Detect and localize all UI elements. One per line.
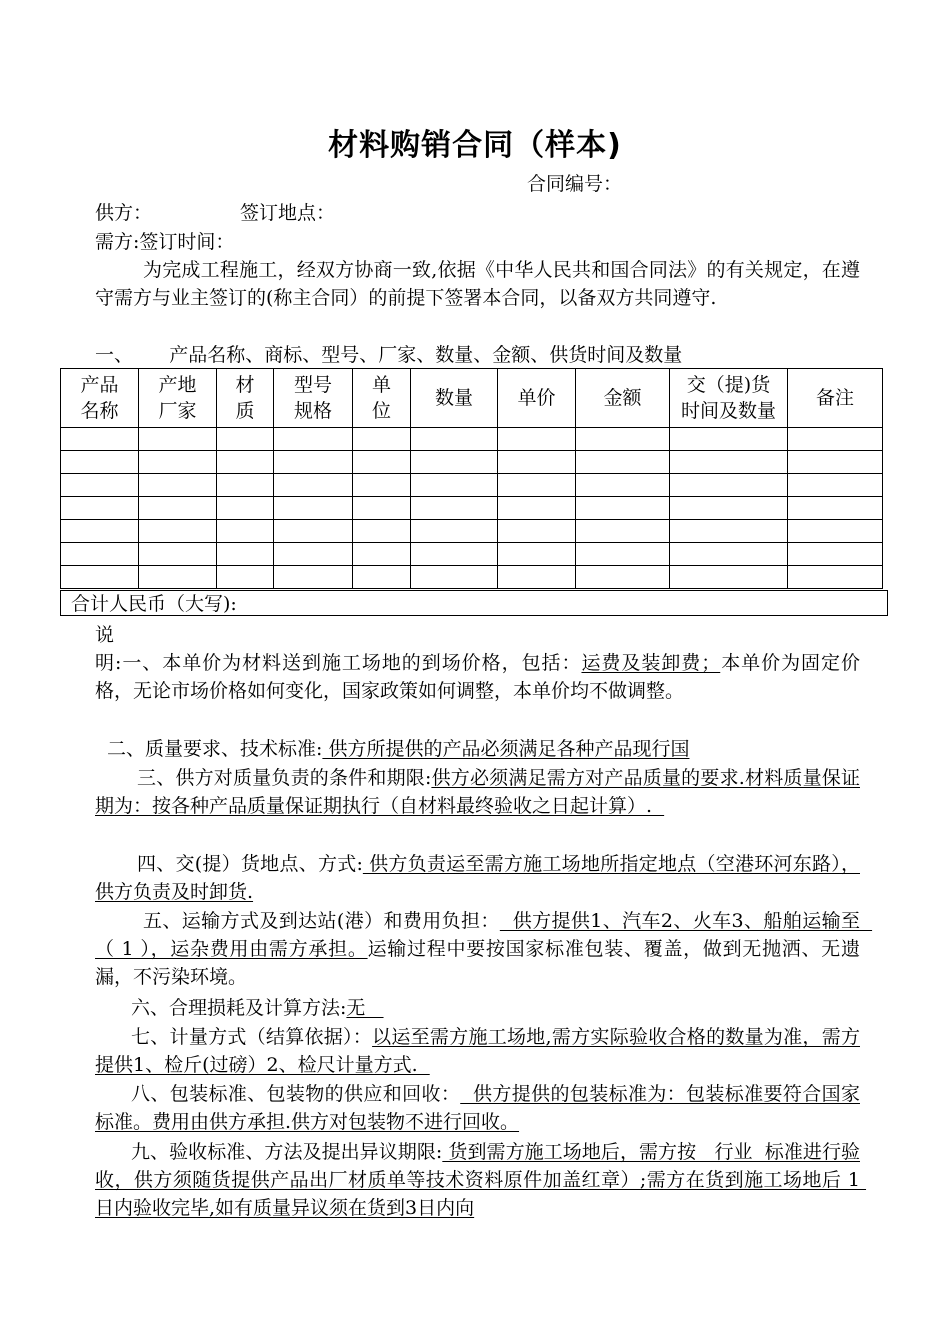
- table-cell[interactable]: [139, 566, 217, 589]
- table-header-cell: [139, 369, 217, 428]
- header-text: 名称: [80, 400, 119, 422]
- note-6-underlined: 无: [346, 997, 384, 1019]
- table-cell[interactable]: [411, 543, 498, 566]
- table-cell[interactable]: [274, 520, 353, 543]
- table-cell[interactable]: [274, 428, 353, 451]
- table-cell[interactable]: [61, 520, 139, 543]
- header-text: 产品: [80, 374, 119, 396]
- table-cell[interactable]: [498, 428, 576, 451]
- note-item-8: [95, 1080, 860, 1136]
- sign-place-label: 签订地点：: [240, 202, 336, 224]
- table-cell[interactable]: [411, 451, 498, 474]
- note-item-7: [95, 1023, 860, 1079]
- table-cell[interactable]: [498, 474, 576, 497]
- table-cell[interactable]: [498, 520, 576, 543]
- table-cell[interactable]: [217, 543, 274, 566]
- note-5-underlined: 供方提供1、汽车2、火车3、船舶运输至 （ 1 ），运杂费用由需方承担。: [95, 910, 873, 960]
- table-cell[interactable]: [498, 566, 576, 589]
- table-cell[interactable]: [139, 497, 217, 520]
- note-8-text: 八、包装标准、包装物的供应和回收：: [131, 1083, 461, 1105]
- note-7-text: 七、计量方式（结算依据）：: [131, 1026, 373, 1048]
- table-cell[interactable]: [670, 428, 788, 451]
- header-text: 金额: [603, 387, 642, 409]
- table-cell[interactable]: [139, 520, 217, 543]
- table-cell[interactable]: [411, 497, 498, 520]
- note-1-underlined: 运费及装卸费；: [581, 652, 721, 674]
- table-cell[interactable]: [670, 497, 788, 520]
- note-9-underlined: 货到需方施工场地后，需方按 行业 标准进行验收，供方须随货提供产品出厂材质单等技术资料原件加盖红章）;需方在货到施工场地后 1 日内验收完毕,如有质量异议须在货到3日内向: [95, 1141, 867, 1219]
- table-cell[interactable]: [576, 543, 670, 566]
- table-cell[interactable]: [788, 520, 883, 543]
- table-row: [61, 543, 883, 566]
- page-title: 材料购销合同（样本): [328, 128, 622, 163]
- note-8-underlined: 供方提供的包装标准为：包装标准要符合国家标准。费用由供方承担.供方对包装物不进行回收。: [95, 1083, 860, 1133]
- table-row: [61, 497, 883, 520]
- note-item-6: [95, 994, 860, 1022]
- table-cell[interactable]: [274, 566, 353, 589]
- note-item-1: [95, 649, 860, 705]
- header-text: 规格: [293, 400, 332, 422]
- table-row: [61, 451, 883, 474]
- table-cell[interactable]: [61, 497, 139, 520]
- notes-heading: 说: [95, 624, 115, 646]
- table-header-cell: [576, 369, 670, 428]
- table-cell[interactable]: [217, 428, 274, 451]
- table-cell[interactable]: [353, 497, 411, 520]
- table-cell[interactable]: [411, 566, 498, 589]
- note-5-rest: 运输过程中要按国家标准包装、覆盖，做到无抛洒、无遗漏，不污染环境。: [95, 938, 860, 988]
- table-cell[interactable]: [217, 566, 274, 589]
- table-cell[interactable]: [61, 566, 139, 589]
- table-cell[interactable]: [576, 428, 670, 451]
- section-1-heading: 一、 产品名称、商标、型号、厂家、数量、金额、供货时间及数量: [95, 344, 683, 366]
- table-cell[interactable]: [353, 474, 411, 497]
- intro-paragraph: 为完成工程施工，经双方协商一致,依据《中华人民共和国合同法》的有关规定，在遵守需方与业主签订的(称主合同）的前提下签署本合同，以备双方共同遵守.: [95, 259, 860, 309]
- note-9-text: 九、验收标准、方法及提出异议期限:: [131, 1141, 443, 1163]
- table-header-cell: [217, 369, 274, 428]
- table-cell[interactable]: [61, 451, 139, 474]
- table-body: [61, 428, 883, 589]
- buyer-label: 需方:签订时间：: [95, 231, 235, 253]
- table-cell[interactable]: [576, 497, 670, 520]
- note-item-2: [95, 735, 860, 763]
- note-4-underlined: 供方负责运至需方施工场地所指定地点（空港环河东路），供方负责及时卸货.: [95, 853, 860, 903]
- table-cell[interactable]: [788, 543, 883, 566]
- note-1-text: 明:一、本单价为材料送到施工场地的到场价格，包括：: [95, 652, 582, 674]
- table-header-cell: [411, 369, 498, 428]
- table-cell[interactable]: [788, 566, 883, 589]
- table-header-cell: [788, 369, 883, 428]
- table-cell[interactable]: [274, 451, 353, 474]
- note-2-text: 二、质量要求、技术标准:: [107, 738, 323, 760]
- table-cell[interactable]: [274, 543, 353, 566]
- table-row: [61, 566, 883, 589]
- table-cell[interactable]: [139, 451, 217, 474]
- table-cell[interactable]: [274, 497, 353, 520]
- note-5-text: 五、运输方式及到达站(港）和费用负担：: [143, 910, 500, 932]
- header-text: 型号: [293, 374, 332, 396]
- header-text: 质: [235, 400, 255, 422]
- header-text: 交（提)货: [686, 374, 771, 396]
- table-cell[interactable]: [353, 428, 411, 451]
- header-text: 产地: [158, 374, 197, 396]
- table-row: [61, 474, 883, 497]
- note-item-4: [95, 850, 860, 906]
- header-text: 数量: [434, 387, 473, 409]
- table-cell[interactable]: [576, 451, 670, 474]
- note-2-underlined: 供方所提供的产品必须满足各种产品现行国: [322, 738, 690, 760]
- table-cell[interactable]: [353, 451, 411, 474]
- contract-number-label: 合同编号：: [527, 173, 623, 195]
- table-row: [61, 520, 883, 543]
- table-cell[interactable]: [411, 474, 498, 497]
- table-cell[interactable]: [788, 474, 883, 497]
- table-cell[interactable]: [576, 474, 670, 497]
- table-cell[interactable]: [353, 566, 411, 589]
- table-cell[interactable]: [411, 520, 498, 543]
- header-text: 单价: [517, 387, 556, 409]
- note-item-3: [95, 764, 860, 820]
- table-cell[interactable]: [353, 520, 411, 543]
- note-3-underlined: 供方必须满足需方对产品质量的要求.材料质量保证期为：按各种产品质量保证期执行（自材料最终验收之日起计算）.: [95, 767, 860, 817]
- table-cell[interactable]: [139, 543, 217, 566]
- table-cell[interactable]: [670, 451, 788, 474]
- table-cell[interactable]: [217, 474, 274, 497]
- table-cell[interactable]: [217, 497, 274, 520]
- table-cell[interactable]: [788, 428, 883, 451]
- table-cell[interactable]: [217, 520, 274, 543]
- table-header-cell: [274, 369, 353, 428]
- table-cell[interactable]: [788, 451, 883, 474]
- table-header-cell: [61, 369, 139, 428]
- note-item-9: [95, 1138, 867, 1222]
- table-cell[interactable]: [353, 543, 411, 566]
- table-header-row: [61, 369, 883, 428]
- table-header-cell: [353, 369, 411, 428]
- table-row: [61, 428, 883, 451]
- table-cell[interactable]: [411, 428, 498, 451]
- table-cell[interactable]: [576, 520, 670, 543]
- table-header-cell: [670, 369, 788, 428]
- note-1-rest: 本单价为固定价格，无论市场价格如何变化，国家政策如何调整，本单价均不做调整。: [95, 652, 860, 702]
- header-text: 备注: [815, 387, 854, 409]
- table-cell[interactable]: [670, 474, 788, 497]
- header-text: 厂家: [158, 400, 197, 422]
- product-table: [60, 368, 883, 589]
- table-cell[interactable]: [670, 520, 788, 543]
- table-cell[interactable]: [217, 451, 274, 474]
- header-text: 位: [371, 400, 391, 422]
- header-text: 时间及数量: [680, 400, 776, 422]
- table-cell[interactable]: [61, 428, 139, 451]
- table-cell[interactable]: [788, 497, 883, 520]
- table-cell[interactable]: [139, 474, 217, 497]
- supplier-label: 供方：: [95, 202, 153, 224]
- note-3-text: 三、供方对质量负责的条件和期限:: [137, 767, 432, 789]
- table-cell[interactable]: [274, 474, 353, 497]
- header-text: 材: [235, 374, 255, 396]
- table-cell[interactable]: [576, 566, 670, 589]
- header-text: 单: [371, 374, 391, 396]
- table-cell[interactable]: [670, 566, 788, 589]
- note-6-text: 六、合理损耗及计算方法:: [131, 997, 347, 1019]
- total-label: 合计人民币（大写):: [71, 593, 237, 615]
- table-cell[interactable]: [498, 543, 576, 566]
- table-header-cell: [498, 369, 576, 428]
- total-amount-row: [60, 590, 888, 616]
- note-item-5: [95, 907, 873, 991]
- note-4-text: 四、交(提）货地点、方式:: [137, 853, 363, 875]
- note-7-underlined: 以运至需方施工场地,需方实际验收合格的数量为准，需方提供1、检斤(过磅）2、检尺计量方式.: [95, 1026, 860, 1076]
- table-cell[interactable]: [139, 428, 217, 451]
- table-cell[interactable]: [61, 543, 139, 566]
- table-cell[interactable]: [498, 451, 576, 474]
- table-cell[interactable]: [670, 543, 788, 566]
- table-cell[interactable]: [498, 497, 576, 520]
- table-cell[interactable]: [61, 474, 139, 497]
